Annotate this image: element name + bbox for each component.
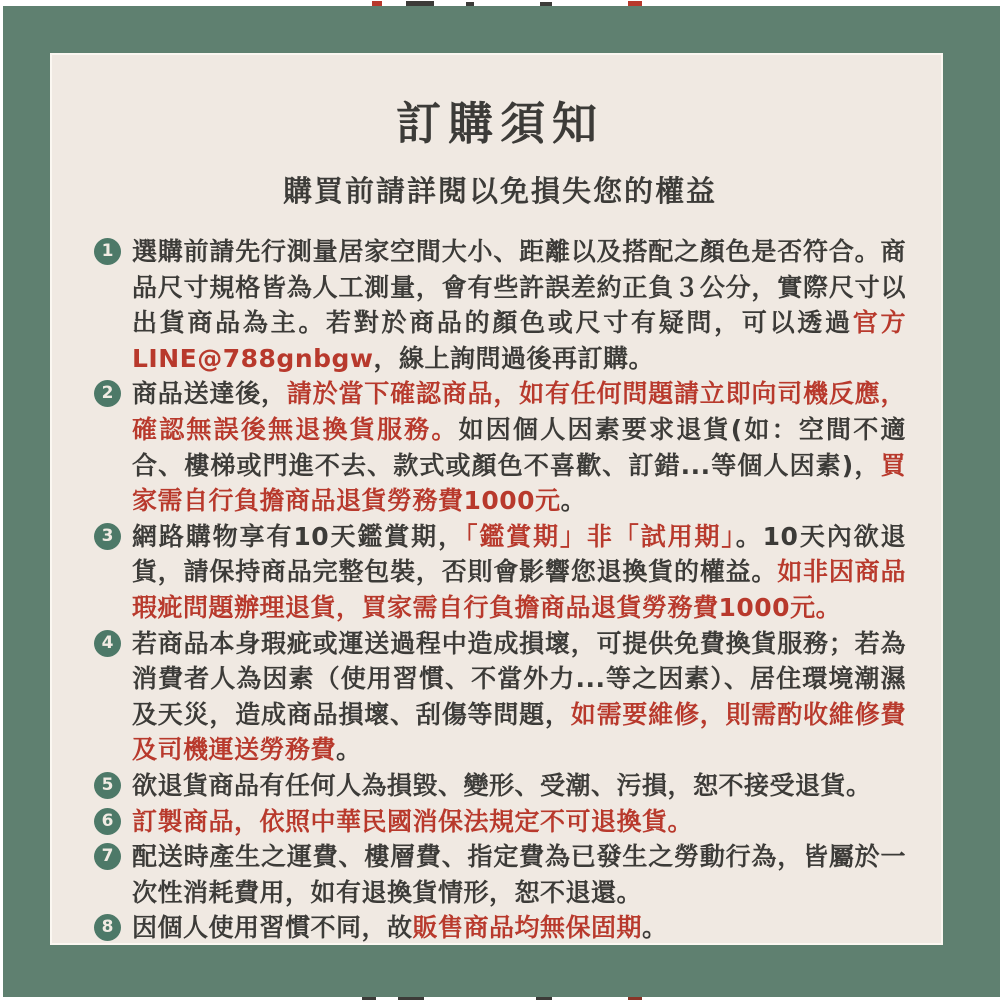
body-text: 。 [642, 913, 668, 943]
highlighted-text: 如非因商品瑕疵問題辦理退貨，買家需自行負擔商品退貨勞務費1000元。 [132, 557, 906, 622]
item-number-badge: 3 [94, 523, 121, 550]
item-number-badge: 8 [94, 914, 121, 941]
item-number-badge: 1 [94, 238, 121, 265]
page-title: 訂購須知 [395, 97, 604, 150]
body-text: 選購前請先行測量居家空間大小、距離以及搭配之顏色是否符合。商品尺寸規格皆為人工測量，會有些許誤差約正負３公分，實際尺寸以出貨商品為主。若對於商品的顏色或尺寸有疑問，可以透過 [132, 237, 906, 338]
notice-item-4 [94, 626, 906, 768]
notice-card [50, 53, 943, 945]
item-number-badge: 2 [94, 380, 121, 407]
body-text: 配送時產生之運費、樓層費、指定費為已發生之勞動行為，皆屬於一次性消耗費用，如有退換貨情形，恕不退還。 [132, 842, 906, 907]
notice-item-2 [94, 376, 906, 518]
item-number-badge: 4 [94, 630, 121, 657]
notice-item-6 [94, 804, 906, 840]
item-text [132, 839, 906, 910]
item-text [132, 768, 906, 804]
body-text: 如因個人因素要求退貨(如：空間不適合、樓梯或門進不去、款式或顏色不喜歡、訂錯...等個人因素)， [132, 414, 906, 480]
highlighted-text: 請於當下確認商品，如有任何問題請立即向司機反應，確認無誤後無退換貨服務。 [132, 379, 906, 444]
notice-item-7 [94, 839, 906, 910]
highlighted-text: 如需要維修，則需酌收維修費及司機運送勞務費 [132, 699, 906, 765]
highlighted-text: 「鑑賞期」非「試用期」 [464, 521, 736, 551]
item-text [132, 804, 906, 840]
body-text: 。10天內欲退貨，請保持商品完整包裝，否則會影響您退換貨的權益。 [132, 521, 906, 587]
notice-list [94, 234, 906, 946]
highlighted-text: 訂製商品，依照中華民國消保法規定不可退換貨。 [132, 806, 694, 836]
item-text [132, 376, 906, 518]
item-text [132, 519, 906, 626]
body-text: 欲退貨商品有任何人為損毀、變形、受潮、污損，恕不接受退貨。 [132, 770, 872, 800]
body-text: 商品送達後， [132, 379, 287, 409]
notice-item-1 [94, 234, 906, 376]
item-number-badge: 5 [94, 772, 121, 799]
notice-item-3 [94, 519, 906, 626]
body-text: 因個人使用習慣不同，故 [132, 913, 413, 943]
item-text [132, 234, 906, 376]
item-text [132, 910, 906, 946]
notice-item-8 [94, 910, 906, 946]
item-text [132, 626, 906, 768]
highlighted-text: 官方LINE@788gnbgw [132, 308, 906, 373]
item-number-badge: 7 [94, 843, 121, 870]
highlighted-text: 販售商品均無保固期 [412, 913, 643, 943]
body-text: 網路購物享有10天鑑賞期， [132, 521, 465, 551]
body-text: 。 [560, 486, 587, 516]
page-subtitle: 購買前請詳閱以免損失您的權益 [282, 174, 717, 208]
body-text: ，線上詢問過後再訂購。 [373, 343, 655, 373]
body-text: 。 [336, 735, 362, 765]
notice-item-5 [94, 768, 906, 804]
item-number-badge: 6 [94, 808, 121, 835]
body-text: 若商品本身瑕疵或運送過程中造成損壞，可提供免費換貨服務；若為消費者人為因素（使用習慣、不當外力...等之因素）、居住環境潮濕及天災，造成商品損壞、刮傷等問題， [132, 628, 906, 729]
highlighted-text: 買家需自行負擔商品退貨勞務費1000元 [132, 450, 906, 516]
